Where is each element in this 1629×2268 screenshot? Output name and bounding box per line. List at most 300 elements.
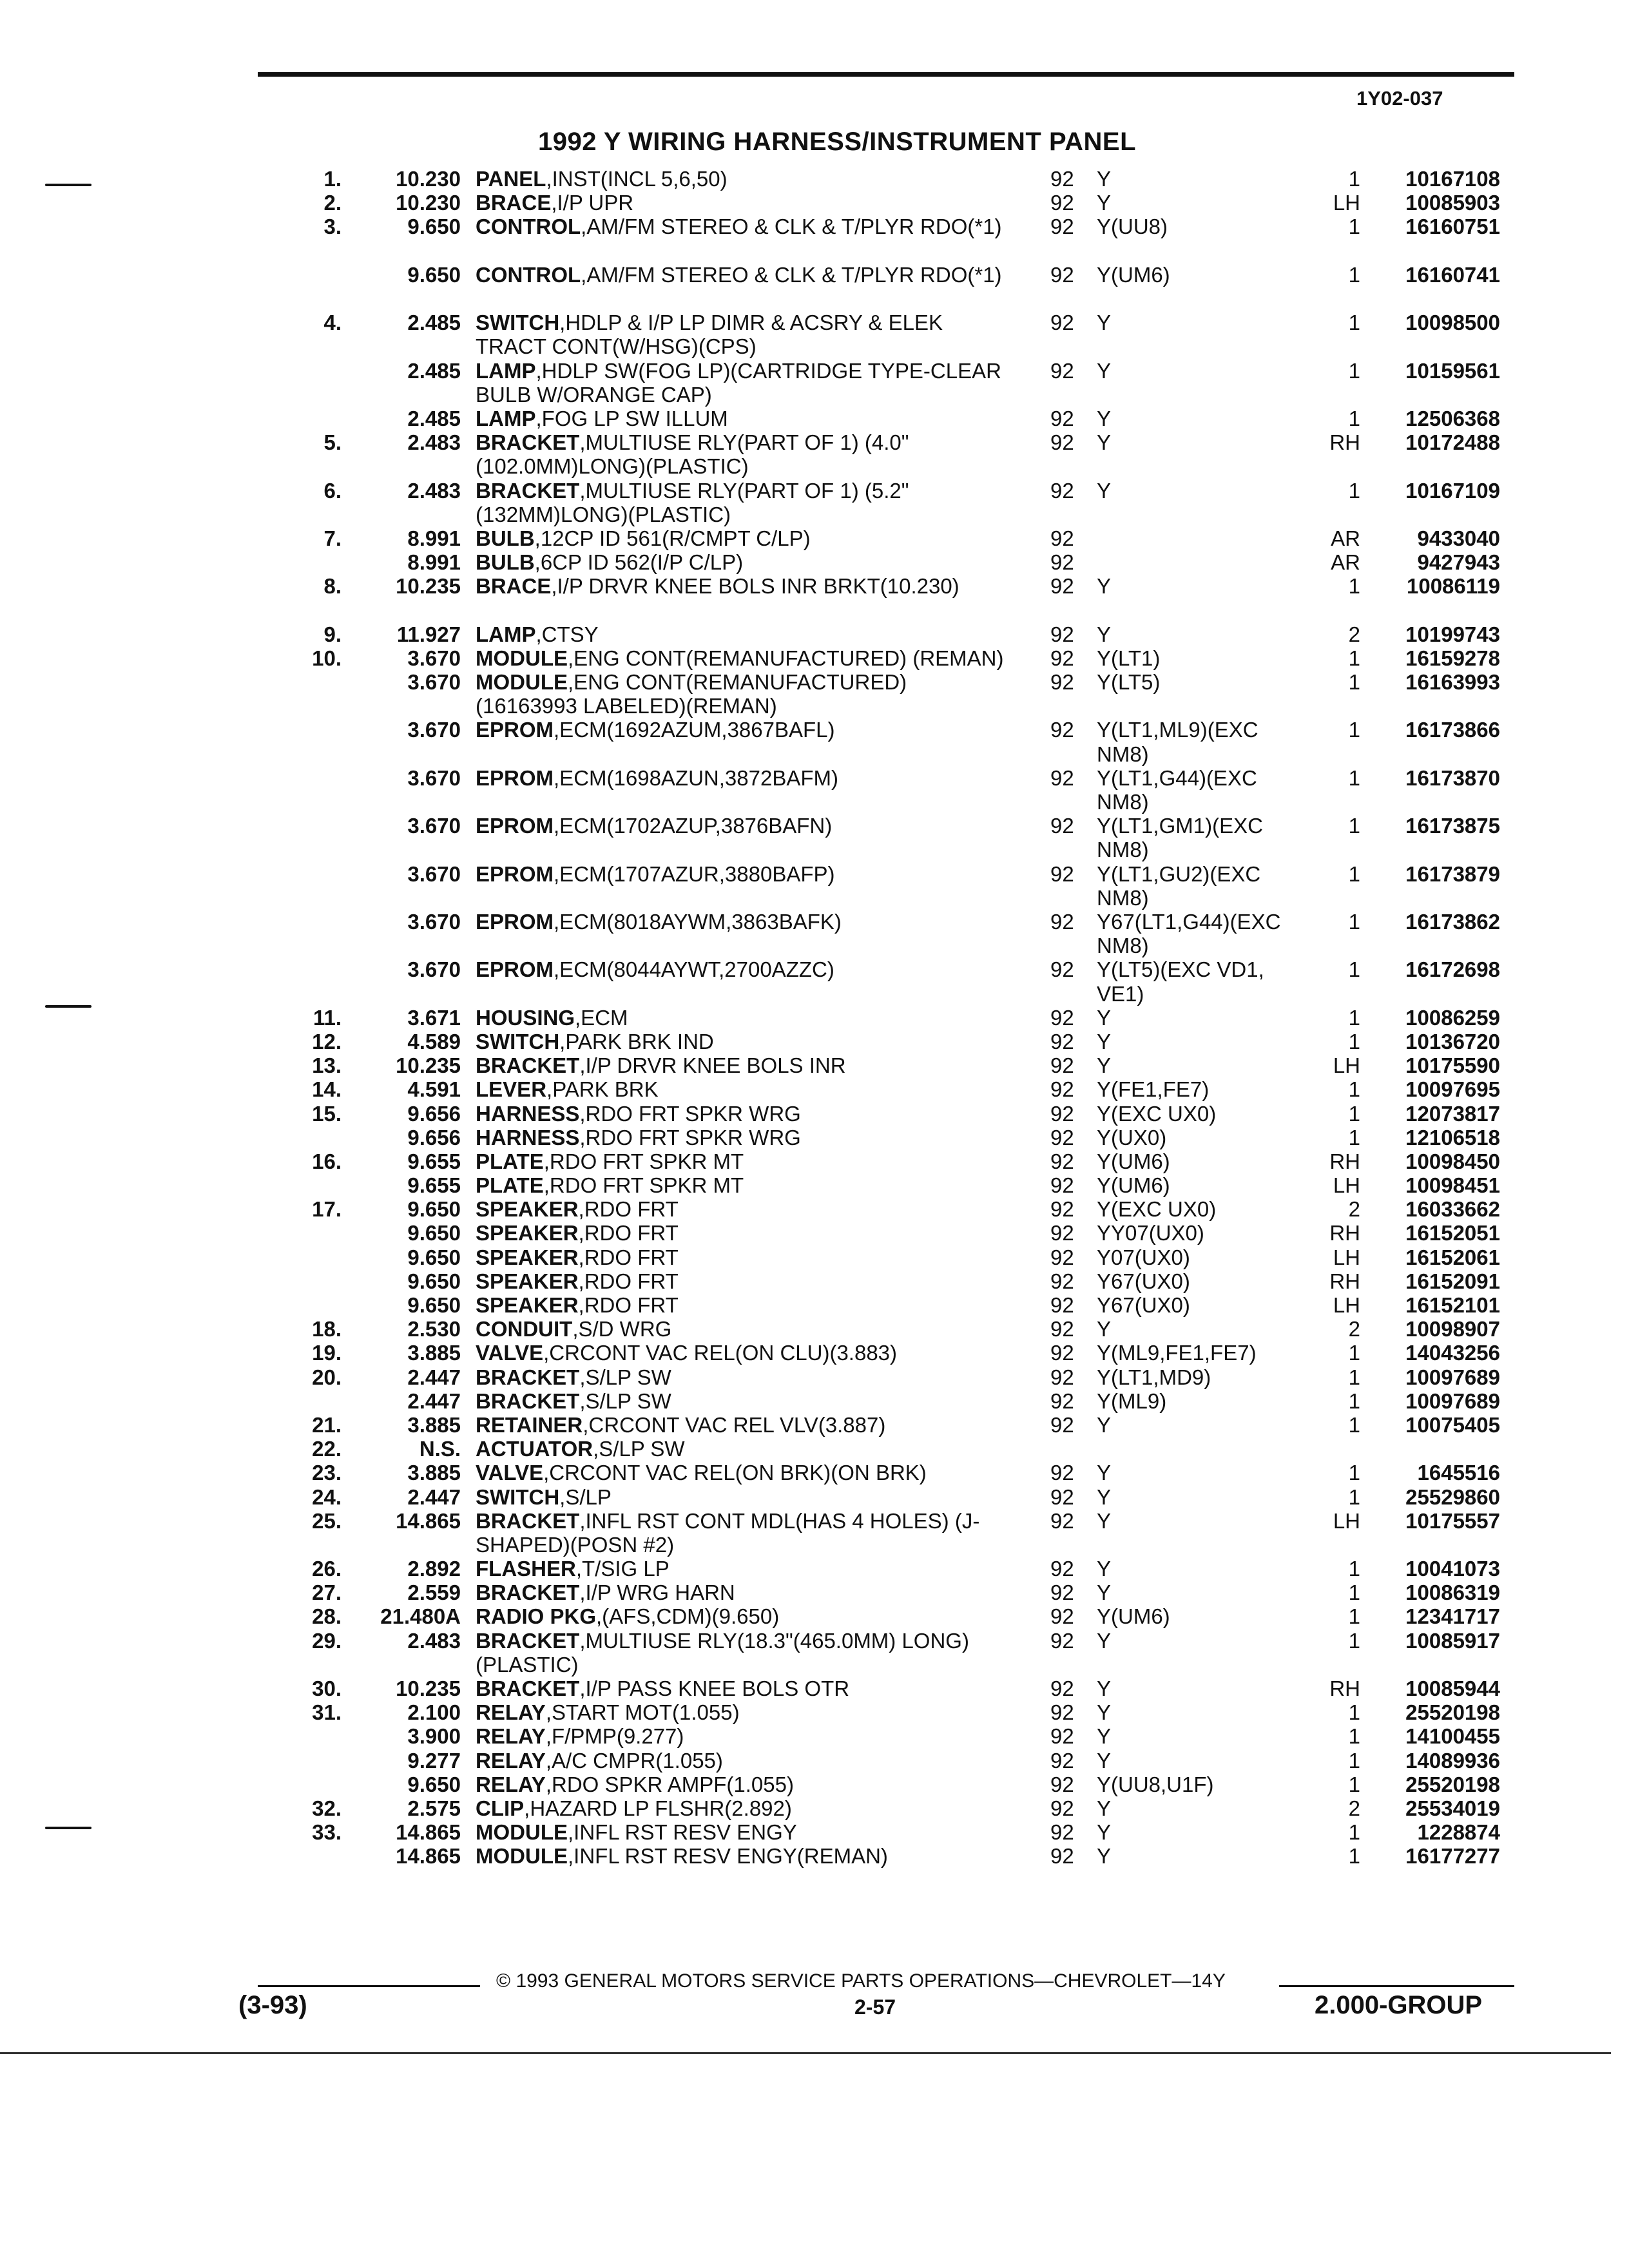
part-detail: ,I/P WRG HARN xyxy=(579,1581,735,1605)
quantity: 2 xyxy=(1348,1197,1360,1222)
item-number: 19. xyxy=(312,1341,342,1365)
part-number: 25520198 xyxy=(1405,1772,1500,1796)
part-detail: ,PARK BRK xyxy=(546,1077,659,1102)
model-year: 92 xyxy=(1050,765,1074,790)
part-description xyxy=(476,430,1004,478)
part-detail: ,ECM(1707AZUR,3880BAFP) xyxy=(554,861,835,886)
part-number: 12073817 xyxy=(1405,1101,1500,1126)
model-year: 92 xyxy=(1050,1461,1074,1485)
model-year: 92 xyxy=(1050,957,1074,982)
figure-ref: 2.483 xyxy=(407,1628,461,1653)
part-number: 10086319 xyxy=(1405,1581,1500,1605)
part-number: 16160741 xyxy=(1405,262,1500,287)
part-detail: ,RDO FRT xyxy=(578,1245,679,1269)
figure-ref: 3.670 xyxy=(407,765,461,790)
item-number: 13. xyxy=(312,1053,342,1078)
part-name: BRACKET xyxy=(476,478,580,503)
part-name: CONTROL xyxy=(476,262,581,287)
model-year: 92 xyxy=(1050,1508,1074,1533)
table-row xyxy=(0,1461,1629,1485)
figure-ref: 10.230 xyxy=(396,167,461,191)
model-usage: Y(LT1,ML9)(EXC NM8) xyxy=(1097,718,1258,766)
figure-ref: 14.865 xyxy=(396,1820,461,1845)
model-usage: Y xyxy=(1097,1628,1112,1653)
part-name: EPROM xyxy=(476,910,554,934)
part-detail: ,S/D WRG xyxy=(572,1317,672,1341)
part-name: RELAY xyxy=(476,1724,546,1749)
part-number: 10097689 xyxy=(1405,1389,1500,1413)
part-detail: ,ENG CONT(REMANUFACTURED) (REMAN) xyxy=(568,646,1004,670)
quantity: 1 xyxy=(1348,406,1360,430)
quantity: 1 xyxy=(1348,358,1360,383)
table-row xyxy=(0,1677,1629,1700)
part-name: LAMP xyxy=(476,622,536,646)
model-year: 92 xyxy=(1050,262,1074,287)
part-detail: ,HDLP SW(FOG LP)(CARTRIDGE TYPE-CLEAR BULB W/ORANGE CAP) xyxy=(476,358,1001,407)
model-usage: Y(LT1,G44)(EXC NM8) xyxy=(1097,765,1257,814)
quantity: 1 xyxy=(1348,1125,1360,1149)
part-description xyxy=(476,550,1004,574)
part-detail: ,I/P DRVR KNEE BOLS INR BRKT(10.230) xyxy=(551,574,959,599)
figure-ref: 2.447 xyxy=(407,1365,461,1389)
part-number: 10175590 xyxy=(1405,1053,1500,1078)
figure-ref: 9.277 xyxy=(407,1748,461,1773)
part-name: CONTROL xyxy=(476,215,581,239)
part-description xyxy=(476,1126,1004,1149)
part-description xyxy=(476,1509,1004,1557)
part-name: SPEAKER xyxy=(476,1197,579,1222)
figure-ref: 2.485 xyxy=(407,406,461,430)
model-usage: Y xyxy=(1097,430,1112,455)
part-number: 16033662 xyxy=(1405,1197,1500,1222)
table-row xyxy=(0,1126,1629,1149)
figure-ref: 9.650 xyxy=(407,1221,461,1245)
part-detail: ,S/LP SW xyxy=(579,1389,671,1413)
table-row xyxy=(0,359,1629,407)
quantity: 1 xyxy=(1348,861,1360,886)
part-name: PLATE xyxy=(476,1149,544,1173)
part-name: RADIO PKG xyxy=(476,1604,597,1629)
part-detail: ,6CP ID 562(I/P C/LP) xyxy=(534,550,744,575)
model-year: 92 xyxy=(1050,1005,1074,1030)
page-number: 2-57 xyxy=(854,1995,896,2019)
model-usage: Y xyxy=(1097,622,1112,646)
part-name: EPROM xyxy=(476,957,554,982)
figure-ref: 21.480A xyxy=(380,1604,461,1629)
table-row xyxy=(0,1844,1629,1868)
part-name: PLATE xyxy=(476,1173,544,1198)
table-row xyxy=(0,1269,1629,1293)
part-description xyxy=(476,1341,1004,1365)
model-year: 92 xyxy=(1050,1101,1074,1126)
table-row xyxy=(0,622,1629,646)
part-description xyxy=(476,215,1004,238)
item-number: 20. xyxy=(312,1365,342,1389)
model-year: 92 xyxy=(1050,1772,1074,1796)
figure-ref: 9.650 xyxy=(407,1772,461,1796)
model-year: 92 xyxy=(1050,1700,1074,1725)
part-number: 16152051 xyxy=(1405,1221,1500,1245)
model-year: 92 xyxy=(1050,1677,1074,1701)
part-detail: ,ECM(1702AZUP,3876BAFN) xyxy=(554,814,833,838)
part-detail: ,RDO SPKR AMPF(1.055) xyxy=(545,1772,794,1796)
part-detail: ,MULTIUSE RLY(18.3"(465.0MM) LONG)(PLASTIC) xyxy=(476,1628,969,1677)
quantity: LH xyxy=(1333,1508,1360,1533)
table-row xyxy=(0,1581,1629,1604)
table-row xyxy=(0,1557,1629,1581)
model-usage: YY07(UX0) xyxy=(1097,1221,1204,1245)
part-description xyxy=(476,1485,1004,1509)
model-year: 92 xyxy=(1050,1724,1074,1749)
table-row xyxy=(0,766,1629,814)
part-description xyxy=(476,1557,1004,1581)
part-number: 16177277 xyxy=(1405,1844,1500,1869)
part-name: VALVE xyxy=(476,1341,544,1365)
part-name: BULB xyxy=(476,526,535,550)
table-row xyxy=(0,1604,1629,1628)
part-detail: ,HAZARD LP FLSHR(2.892) xyxy=(524,1796,792,1820)
part-description xyxy=(476,1293,1004,1317)
part-name: BRACKET xyxy=(476,430,580,455)
part-name: LAMP xyxy=(476,406,536,430)
figure-ref: 8.991 xyxy=(407,550,461,575)
part-number: 10086259 xyxy=(1405,1005,1500,1030)
part-name: EPROM xyxy=(476,718,554,742)
part-description xyxy=(476,1197,1004,1221)
model-year: 92 xyxy=(1050,191,1074,215)
part-description xyxy=(476,263,1004,287)
part-description xyxy=(476,1604,1004,1628)
item-number: 6. xyxy=(323,478,342,503)
item-number: 10. xyxy=(312,646,342,670)
part-number: 14100455 xyxy=(1405,1724,1500,1749)
model-year: 92 xyxy=(1050,574,1074,599)
part-name: PANEL xyxy=(476,167,546,191)
table-row xyxy=(0,1413,1629,1437)
part-name: LEVER xyxy=(476,1077,547,1102)
part-detail: ,RDO FRT SPKR MT xyxy=(543,1173,744,1198)
part-number: 16173879 xyxy=(1405,861,1500,886)
quantity: 1 xyxy=(1348,1412,1360,1437)
model-year: 92 xyxy=(1050,718,1074,742)
quantity: 1 xyxy=(1348,1077,1360,1102)
part-detail: ,CRCONT VAC REL(ON CLU)(3.883) xyxy=(543,1341,898,1365)
part-description xyxy=(476,1844,1004,1868)
model-usage: Y xyxy=(1097,1485,1112,1509)
part-number: 10097695 xyxy=(1405,1077,1500,1102)
part-number: 12106518 xyxy=(1405,1125,1500,1149)
figure-ref: 9.655 xyxy=(407,1173,461,1198)
scan-edge-rule xyxy=(0,2052,1611,2054)
part-number: 16173870 xyxy=(1405,765,1500,790)
table-row xyxy=(0,1437,1629,1461)
footer-rule-right xyxy=(1279,1985,1514,1987)
figure-ref: 10.235 xyxy=(396,1053,461,1078)
part-name: RELAY xyxy=(476,1748,546,1773)
part-number: 16152091 xyxy=(1405,1269,1500,1293)
model-year: 92 xyxy=(1050,1077,1074,1102)
quantity: 1 xyxy=(1348,262,1360,287)
table-row xyxy=(0,430,1629,478)
part-description xyxy=(476,1773,1004,1796)
part-name: BRACKET xyxy=(476,1508,580,1533)
table-row xyxy=(0,407,1629,430)
quantity: 2 xyxy=(1348,1317,1360,1341)
quantity: 1 xyxy=(1348,1365,1360,1389)
table-row xyxy=(0,814,1629,861)
model-usage: Y67(UX0) xyxy=(1097,1293,1190,1318)
model-usage: Y xyxy=(1097,1029,1112,1053)
model-usage: Y xyxy=(1097,1677,1112,1701)
table-row xyxy=(0,479,1629,526)
part-name: BRACKET xyxy=(476,1389,580,1413)
table-row xyxy=(0,1629,1629,1677)
part-number: 10159561 xyxy=(1405,358,1500,383)
quantity: 1 xyxy=(1348,765,1360,790)
model-year: 92 xyxy=(1050,1820,1074,1845)
part-description xyxy=(476,1317,1004,1341)
model-year: 92 xyxy=(1050,1581,1074,1605)
model-usage: Y xyxy=(1097,1820,1112,1845)
table-row xyxy=(0,1293,1629,1317)
part-description xyxy=(476,1629,1004,1677)
figure-ref: 9.650 xyxy=(407,1245,461,1269)
table-row xyxy=(0,1053,1629,1077)
quantity: 1 xyxy=(1348,1604,1360,1629)
model-year: 92 xyxy=(1050,358,1074,383)
part-detail: ,S/LP SW xyxy=(579,1365,671,1389)
item-number: 3. xyxy=(323,215,342,239)
part-name: MODULE xyxy=(476,646,568,670)
figure-ref: 9.655 xyxy=(407,1149,461,1173)
part-description xyxy=(476,766,1004,790)
part-number: 16152061 xyxy=(1405,1245,1500,1269)
quantity: AR xyxy=(1331,550,1360,575)
model-year: 92 xyxy=(1050,311,1074,335)
model-year: 92 xyxy=(1050,910,1074,934)
part-number: 10167109 xyxy=(1405,478,1500,503)
model-usage: Y xyxy=(1097,1461,1112,1485)
figure-ref: 10.230 xyxy=(396,191,461,215)
quantity: 1 xyxy=(1348,670,1360,695)
part-detail: ,T/SIG LP xyxy=(575,1557,670,1581)
item-number: 2. xyxy=(323,191,342,215)
model-usage: Y(ML9,FE1,FE7) xyxy=(1097,1341,1257,1365)
quantity: 1 xyxy=(1348,814,1360,838)
item-number: 33. xyxy=(312,1820,342,1845)
quantity: 1 xyxy=(1348,1748,1360,1773)
part-description xyxy=(476,167,1004,191)
part-detail: ,I/P UPR xyxy=(551,191,634,215)
table-row xyxy=(0,910,1629,957)
quantity: 1 xyxy=(1348,718,1360,742)
quantity: 1 xyxy=(1348,215,1360,239)
item-number: 15. xyxy=(312,1101,342,1126)
model-year: 92 xyxy=(1050,1221,1074,1245)
model-year: 92 xyxy=(1050,1628,1074,1653)
item-number: 8. xyxy=(323,574,342,599)
part-number: 16159278 xyxy=(1405,646,1500,670)
table-row xyxy=(0,1197,1629,1221)
part-number: 16152101 xyxy=(1405,1293,1500,1318)
figure-ref: 3.670 xyxy=(407,957,461,982)
part-detail: ,RDO FRT SPKR WRG xyxy=(579,1101,801,1126)
part-detail: ,12CP ID 561(R/CMPT C/LP) xyxy=(534,526,811,550)
figure-ref: N.S. xyxy=(419,1437,461,1461)
part-detail: ,RDO FRT xyxy=(578,1293,679,1318)
figure-ref: 9.650 xyxy=(407,1197,461,1222)
model-usage: Y xyxy=(1097,1796,1112,1820)
model-year: 92 xyxy=(1050,1245,1074,1269)
part-description xyxy=(476,1677,1004,1700)
quantity: LH xyxy=(1333,191,1360,215)
table-row xyxy=(0,1317,1629,1341)
figure-ref: 2.892 xyxy=(407,1557,461,1581)
figure-ref: 14.865 xyxy=(396,1844,461,1869)
model-year: 92 xyxy=(1050,646,1074,670)
part-description xyxy=(476,1389,1004,1413)
model-year: 92 xyxy=(1050,1269,1074,1293)
part-detail: ,HDLP & I/P LP DIMR & ACSRY & ELEK TRACT CONT(W/HSG)(CPS) xyxy=(476,311,943,359)
part-name: SPEAKER xyxy=(476,1293,579,1318)
part-number: 1228874 xyxy=(1417,1820,1500,1845)
quantity: 2 xyxy=(1348,1796,1360,1820)
figure-ref: 3.670 xyxy=(407,861,461,886)
table-row xyxy=(0,1724,1629,1748)
figure-ref: 9.650 xyxy=(407,215,461,239)
item-number: 30. xyxy=(312,1677,342,1701)
item-number: 4. xyxy=(323,311,342,335)
figure-ref: 2.485 xyxy=(407,358,461,383)
part-description xyxy=(476,526,1004,550)
part-description xyxy=(476,1365,1004,1389)
figure-ref: 14.865 xyxy=(396,1508,461,1533)
part-name: MODULE xyxy=(476,670,568,695)
figure-ref: 2.447 xyxy=(407,1485,461,1509)
model-usage: Y(EXC UX0) xyxy=(1097,1197,1217,1222)
quantity: RH xyxy=(1329,1677,1360,1701)
part-number: 10098500 xyxy=(1405,311,1500,335)
quantity: RH xyxy=(1329,1149,1360,1173)
model-usage: Y(UM6) xyxy=(1097,1173,1170,1198)
table-row xyxy=(0,1149,1629,1173)
quantity: LH xyxy=(1333,1053,1360,1078)
part-number: 16172698 xyxy=(1405,957,1500,982)
table-row xyxy=(0,646,1629,670)
part-description xyxy=(476,1269,1004,1293)
part-description xyxy=(476,910,1004,934)
figure-ref: 9.656 xyxy=(407,1125,461,1149)
model-year: 92 xyxy=(1050,1293,1074,1318)
part-name: RETAINER xyxy=(476,1412,583,1437)
item-number: 27. xyxy=(312,1581,342,1605)
figure-ref: 4.591 xyxy=(407,1077,461,1102)
model-year: 92 xyxy=(1050,814,1074,838)
figure-ref: 2.483 xyxy=(407,478,461,503)
part-detail: ,AM/FM STEREO & CLK & T/PLYR RDO(*1) xyxy=(581,262,1002,287)
figure-ref: 2.530 xyxy=(407,1317,461,1341)
item-number: 31. xyxy=(312,1700,342,1725)
part-name: RELAY xyxy=(476,1700,546,1725)
item-number: 17. xyxy=(312,1197,342,1222)
part-detail: ,ECM(8018AYWM,3863BAFK) xyxy=(554,910,842,934)
part-description xyxy=(476,1820,1004,1844)
model-year: 92 xyxy=(1050,550,1074,575)
table-row xyxy=(0,1173,1629,1197)
model-usage: Y(LT1,GM1)(EXC NM8) xyxy=(1097,814,1263,862)
part-number: 16173862 xyxy=(1405,910,1500,934)
model-usage: Y xyxy=(1097,1557,1112,1581)
part-name: HOUSING xyxy=(476,1005,575,1030)
part-detail: ,ECM(1698AZUN,3872BAFM) xyxy=(554,765,838,790)
model-usage: Y(UU8) xyxy=(1097,215,1168,239)
quantity: 1 xyxy=(1348,1628,1360,1653)
model-usage: Y xyxy=(1097,478,1112,503)
part-name: BRACKET xyxy=(476,1628,580,1653)
part-number: 16160751 xyxy=(1405,215,1500,239)
footer-rule-left xyxy=(258,1985,480,1987)
figure-ref: 3.670 xyxy=(407,910,461,934)
part-detail: ,RDO FRT xyxy=(578,1269,679,1293)
model-usage: Y67(LT1,G44)(EXC NM8) xyxy=(1097,910,1281,958)
item-number: 22. xyxy=(312,1437,342,1461)
table-row xyxy=(0,718,1629,765)
table-row xyxy=(0,957,1629,1005)
item-number: 29. xyxy=(312,1628,342,1653)
table-row xyxy=(0,1773,1629,1796)
quantity: 1 xyxy=(1348,478,1360,503)
quantity: 1 xyxy=(1348,1820,1360,1845)
table-row xyxy=(0,1509,1629,1557)
part-detail: ,CRCONT VAC REL VLV(3.887) xyxy=(583,1412,886,1437)
model-year: 92 xyxy=(1050,1365,1074,1389)
quantity: RH xyxy=(1329,1269,1360,1293)
part-number: 25534019 xyxy=(1405,1796,1500,1820)
model-year: 92 xyxy=(1050,1173,1074,1198)
part-detail: ,I/P PASS KNEE BOLS OTR xyxy=(579,1677,850,1701)
model-usage: Y07(UX0) xyxy=(1097,1245,1190,1269)
part-description xyxy=(476,670,1004,718)
item-number: 26. xyxy=(312,1557,342,1581)
model-usage: Y(UM6) xyxy=(1097,1604,1170,1629)
quantity: LH xyxy=(1333,1173,1360,1198)
part-number: 9433040 xyxy=(1417,526,1500,550)
model-year: 92 xyxy=(1050,670,1074,695)
model-year: 92 xyxy=(1050,406,1074,430)
figure-ref: 3.900 xyxy=(407,1724,461,1749)
figure-ref: 4.589 xyxy=(407,1029,461,1053)
part-number: 12341717 xyxy=(1405,1604,1500,1629)
quantity: 1 xyxy=(1348,1341,1360,1365)
figure-ref: 10.235 xyxy=(396,574,461,599)
model-usage: Y xyxy=(1097,1005,1112,1030)
part-detail: ,MULTIUSE RLY(PART OF 1) (5.2"(132MM)LONG)(PLASTIC) xyxy=(476,478,909,526)
part-number: 10136720 xyxy=(1405,1029,1500,1053)
part-description xyxy=(476,359,1004,407)
part-description xyxy=(476,646,1004,670)
item-number: 16. xyxy=(312,1149,342,1173)
table-row xyxy=(0,167,1629,191)
table-row xyxy=(0,1796,1629,1820)
model-year: 92 xyxy=(1050,167,1074,191)
item-number: 23. xyxy=(312,1461,342,1485)
part-name: MODULE xyxy=(476,1844,568,1869)
model-usage: Y(UM6) xyxy=(1097,262,1170,287)
part-number: 10175557 xyxy=(1405,1508,1500,1533)
part-number: 12506368 xyxy=(1405,406,1500,430)
item-number: 1. xyxy=(323,167,342,191)
top-rule xyxy=(258,72,1514,77)
